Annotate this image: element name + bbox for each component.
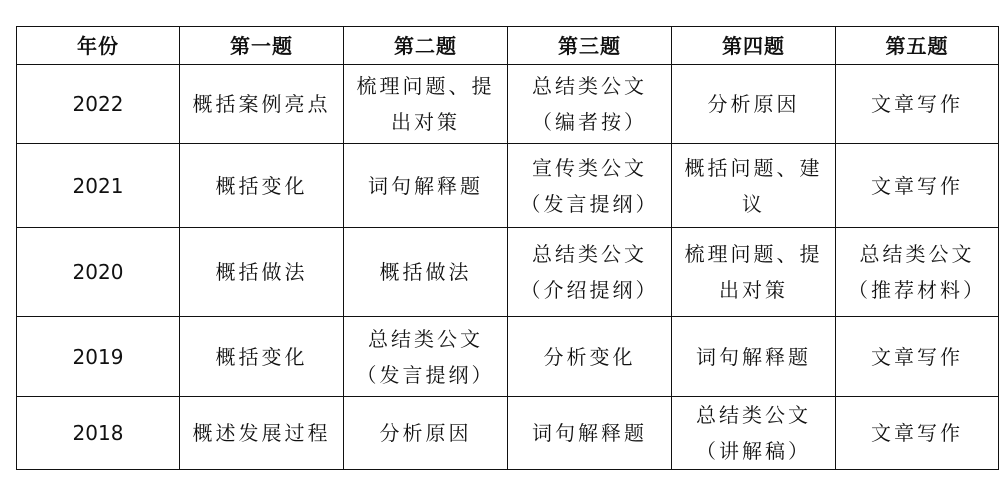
table-cell: 词句解释题 xyxy=(672,317,836,397)
table-cell: 宣传类公文（发言提纲） xyxy=(508,144,672,228)
exam-question-table xyxy=(16,26,999,470)
header-question-2: 第二题 xyxy=(344,27,508,65)
table-cell: 梳理问题、提出对策 xyxy=(344,65,508,144)
table-row xyxy=(17,317,999,397)
table-cell: 总结类公文（推荐材料） xyxy=(836,228,999,317)
table-cell: 梳理问题、提出对策 xyxy=(672,228,836,317)
table-cell: 分析原因 xyxy=(672,65,836,144)
header-year: 年份 xyxy=(17,27,180,65)
table-cell: 文章写作 xyxy=(836,144,999,228)
table-cell: 文章写作 xyxy=(836,397,999,470)
table-cell: 概括做法 xyxy=(180,228,344,317)
table-cell: 概括案例亮点 xyxy=(180,65,344,144)
table-cell: 分析变化 xyxy=(508,317,672,397)
table-cell: 概括变化 xyxy=(180,317,344,397)
header-question-4: 第四题 xyxy=(672,27,836,65)
table-cell: 总结类公文（发言提纲） xyxy=(344,317,508,397)
table-cell: 文章写作 xyxy=(836,317,999,397)
year-cell: 2022 xyxy=(17,65,180,144)
table-row xyxy=(17,65,999,144)
table-row xyxy=(17,144,999,228)
table-cell: 词句解释题 xyxy=(508,397,672,470)
table-cell: 总结类公文（编者按） xyxy=(508,65,672,144)
table-header-row xyxy=(17,27,999,65)
year-cell: 2018 xyxy=(17,397,180,470)
header-question-1: 第一题 xyxy=(180,27,344,65)
table-cell: 词句解释题 xyxy=(344,144,508,228)
table-cell: 总结类公文（讲解稿） xyxy=(672,397,836,470)
header-question-3: 第三题 xyxy=(508,27,672,65)
table-cell: 概括问题、建议 xyxy=(672,144,836,228)
table-cell: 概述发展过程 xyxy=(180,397,344,470)
year-cell: 2020 xyxy=(17,228,180,317)
table-row xyxy=(17,397,999,470)
table-row xyxy=(17,228,999,317)
header-question-5: 第五题 xyxy=(836,27,999,65)
table-cell: 文章写作 xyxy=(836,65,999,144)
table-cell: 分析原因 xyxy=(344,397,508,470)
table-cell: 概括做法 xyxy=(344,228,508,317)
table-cell: 概括变化 xyxy=(180,144,344,228)
year-cell: 2019 xyxy=(17,317,180,397)
year-cell: 2021 xyxy=(17,144,180,228)
table-cell: 总结类公文（介绍提纲） xyxy=(508,228,672,317)
